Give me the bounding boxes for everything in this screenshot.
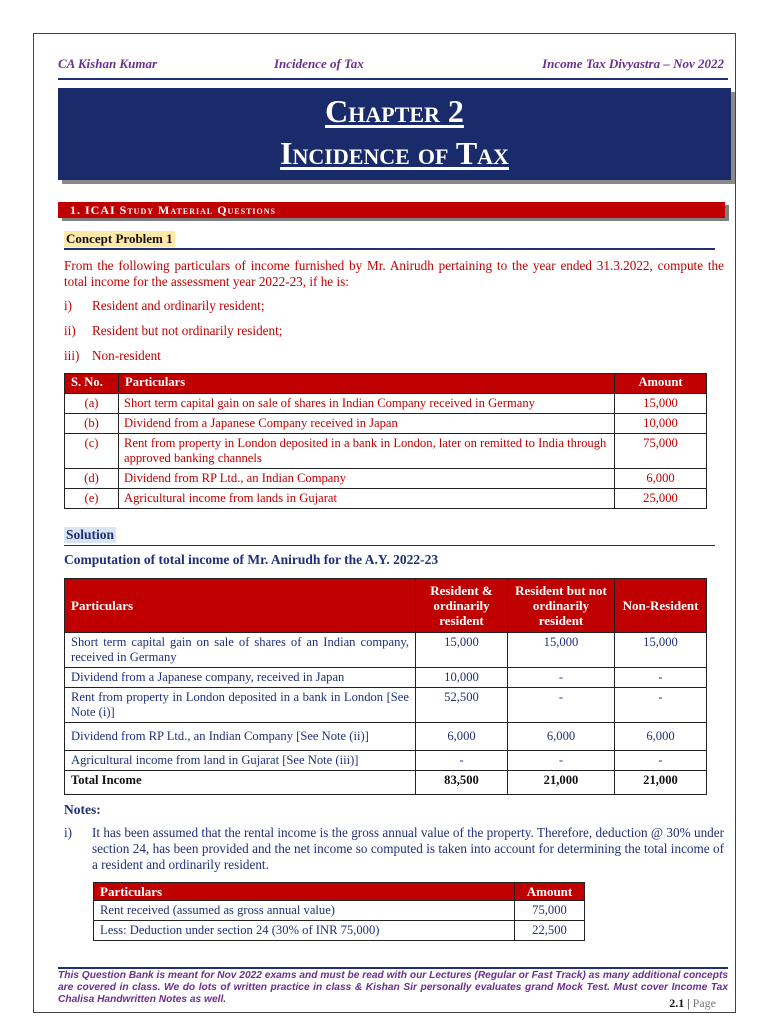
col-amount: Amount [515,883,585,901]
table-row [65,434,707,469]
chapter-banner [58,88,731,180]
cell-sno: (e) [65,489,119,509]
cell-sno: (c) [65,434,119,469]
cell-amount: 10,000 [615,414,707,434]
cell-rnor: 15,000 [508,633,615,668]
table-row [94,921,585,941]
option-item [64,298,265,314]
note-text: It has been assumed that the rental income is the gross annual value of the property. Therefore, deduction @ 30% under section 24, has been provided and the net income so computed is taken into account for determining the total income of a resident and ordinarily resident. [92,825,724,872]
table-row [65,414,707,434]
cell-particulars: Rent from property in London deposited in a bank in London [See Note (i)] [65,688,416,723]
table-header-row [65,579,707,633]
table-row [65,668,707,688]
cell-ror: 52,500 [416,688,508,723]
cell-rnor: - [508,668,615,688]
cell-nr: - [615,751,707,771]
total-rnor: 21,000 [508,771,615,795]
table-header-row [65,374,707,394]
option-item [64,348,161,364]
cell-amount: 6,000 [615,469,707,489]
total-ror: 83,500 [416,771,508,795]
option-num: ii) [64,323,76,338]
cell-amount: 75,000 [615,434,707,469]
header-book: Income Tax Divyastra – Nov 2022 [542,56,724,71]
col-particulars: Particulars [94,883,515,901]
page-sep: | [687,996,690,1010]
cell-rnor: - [508,688,615,723]
cell-amount: 25,000 [615,489,707,509]
option-num: i) [64,298,73,313]
cell-particulars: Short term capital gain on sale of shares in Indian Company received in Germany [119,394,615,414]
col-rnor: Resident but not ordinarily resident [508,579,615,633]
cell-ror: 10,000 [416,668,508,688]
cell-nr: 15,000 [615,633,707,668]
problem-divider [64,248,715,250]
col-particulars: Particulars [65,579,416,633]
cell-nr: - [615,668,707,688]
particulars-table [64,373,707,509]
table-row [65,489,707,509]
header-topic: Incidence of Tax [274,56,364,71]
col-particulars: Particulars [119,374,615,394]
cell-sno: (d) [65,469,119,489]
cell-ror: - [416,751,508,771]
footer-divider [58,967,728,969]
option-text: Resident and ordinarily resident; [92,298,265,313]
solution-divider [64,545,715,546]
table-row [65,633,707,668]
cell-particulars: Dividend from RP Ltd., an Indian Company [119,469,615,489]
page-number [669,996,716,1011]
option-item [64,323,282,339]
cell-particulars: Agricultural income from lands in Gujarat [119,489,615,509]
col-nr: Non-Resident [615,579,707,633]
section-title: 1. ICAI Study Material Questions [58,202,725,218]
cell-rnor: 6,000 [508,723,615,751]
cell-particulars: Dividend from a Japanese company, received in Japan [65,668,416,688]
solution-label: Solution [66,527,115,542]
page-header [58,54,728,76]
note-num: i) [64,825,73,840]
table-row [65,688,707,723]
cell-amount: 75,000 [515,901,585,921]
problem-label: Concept Problem 1 [66,231,173,246]
page-num: 2.1 [669,996,685,1010]
cell-particulars: Dividend from a Japanese Company received in Japan [119,414,615,434]
cell-particulars: Rent from property in London deposited in a bank in London, later on remitted to India through approved banking channels [119,434,615,469]
cell-sno: (b) [65,414,119,434]
cell-nr: - [615,688,707,723]
table-row [94,901,585,921]
cell-particulars: Less: Deduction under section 24 (30% of INR 75,000) [94,921,515,941]
cell-particulars: Rent received (assumed as gross annual value) [94,901,515,921]
header-divider [58,78,728,80]
cell-rnor: - [508,751,615,771]
table-row [65,751,707,771]
total-row [65,771,707,795]
computation-table [64,578,707,795]
table-row [65,469,707,489]
footer-text: This Question Bank is meant for Nov 2022 exams and must be read with our Lectures (Regular or Fast Track) as many additional concepts are covered in class. We do lots of written practice in class & Kishan Sir personally evaluates grand Mock Test. Must cover Income Tax Chalisa Handwritten Notes as well. [58,970,728,1005]
notes-label: Notes: [64,802,101,817]
cell-ror: 15,000 [416,633,508,668]
option-text: Resident but not ordinarily resident; [92,323,283,338]
header-author: CA Kishan Kumar [58,56,157,71]
table-header-row [94,883,585,901]
table-row [65,723,707,751]
cell-particulars: Short term capital gain on sale of shares of an Indian company, received in Germany [65,633,416,668]
rent-table [93,882,585,941]
option-num: iii) [64,348,80,363]
option-text: Non-resident [92,348,161,363]
col-ror: Resident & ordinarily resident [416,579,508,633]
total-nr: 21,000 [615,771,707,795]
cell-particulars: Agricultural income from land in Gujarat [See Note (iii)] [65,751,416,771]
col-amount: Amount [615,374,707,394]
chapter-title: Incidence of Tax [280,135,509,171]
page-label: Page [692,996,716,1010]
chapter-number: Chapter 2 [325,93,464,129]
problem-question: From the following particulars of income furnished by Mr. Anirudh pertaining to the year ended 31.3.2022, compute the total income for the assessment year 2022-23, if he is: [64,258,724,289]
table-row [65,394,707,414]
total-label: Total Income [65,771,416,795]
cell-particulars: Dividend from RP Ltd., an Indian Company [See Note (ii)] [65,723,416,751]
col-sno: S. No. [65,374,119,394]
solution-title: Computation of total income of Mr. Anirudh for the A.Y. 2022-23 [64,552,439,567]
note-item [64,825,724,873]
cell-amount: 15,000 [615,394,707,414]
cell-ror: 6,000 [416,723,508,751]
cell-nr: 6,000 [615,723,707,751]
cell-sno: (a) [65,394,119,414]
cell-amount: 22,500 [515,921,585,941]
